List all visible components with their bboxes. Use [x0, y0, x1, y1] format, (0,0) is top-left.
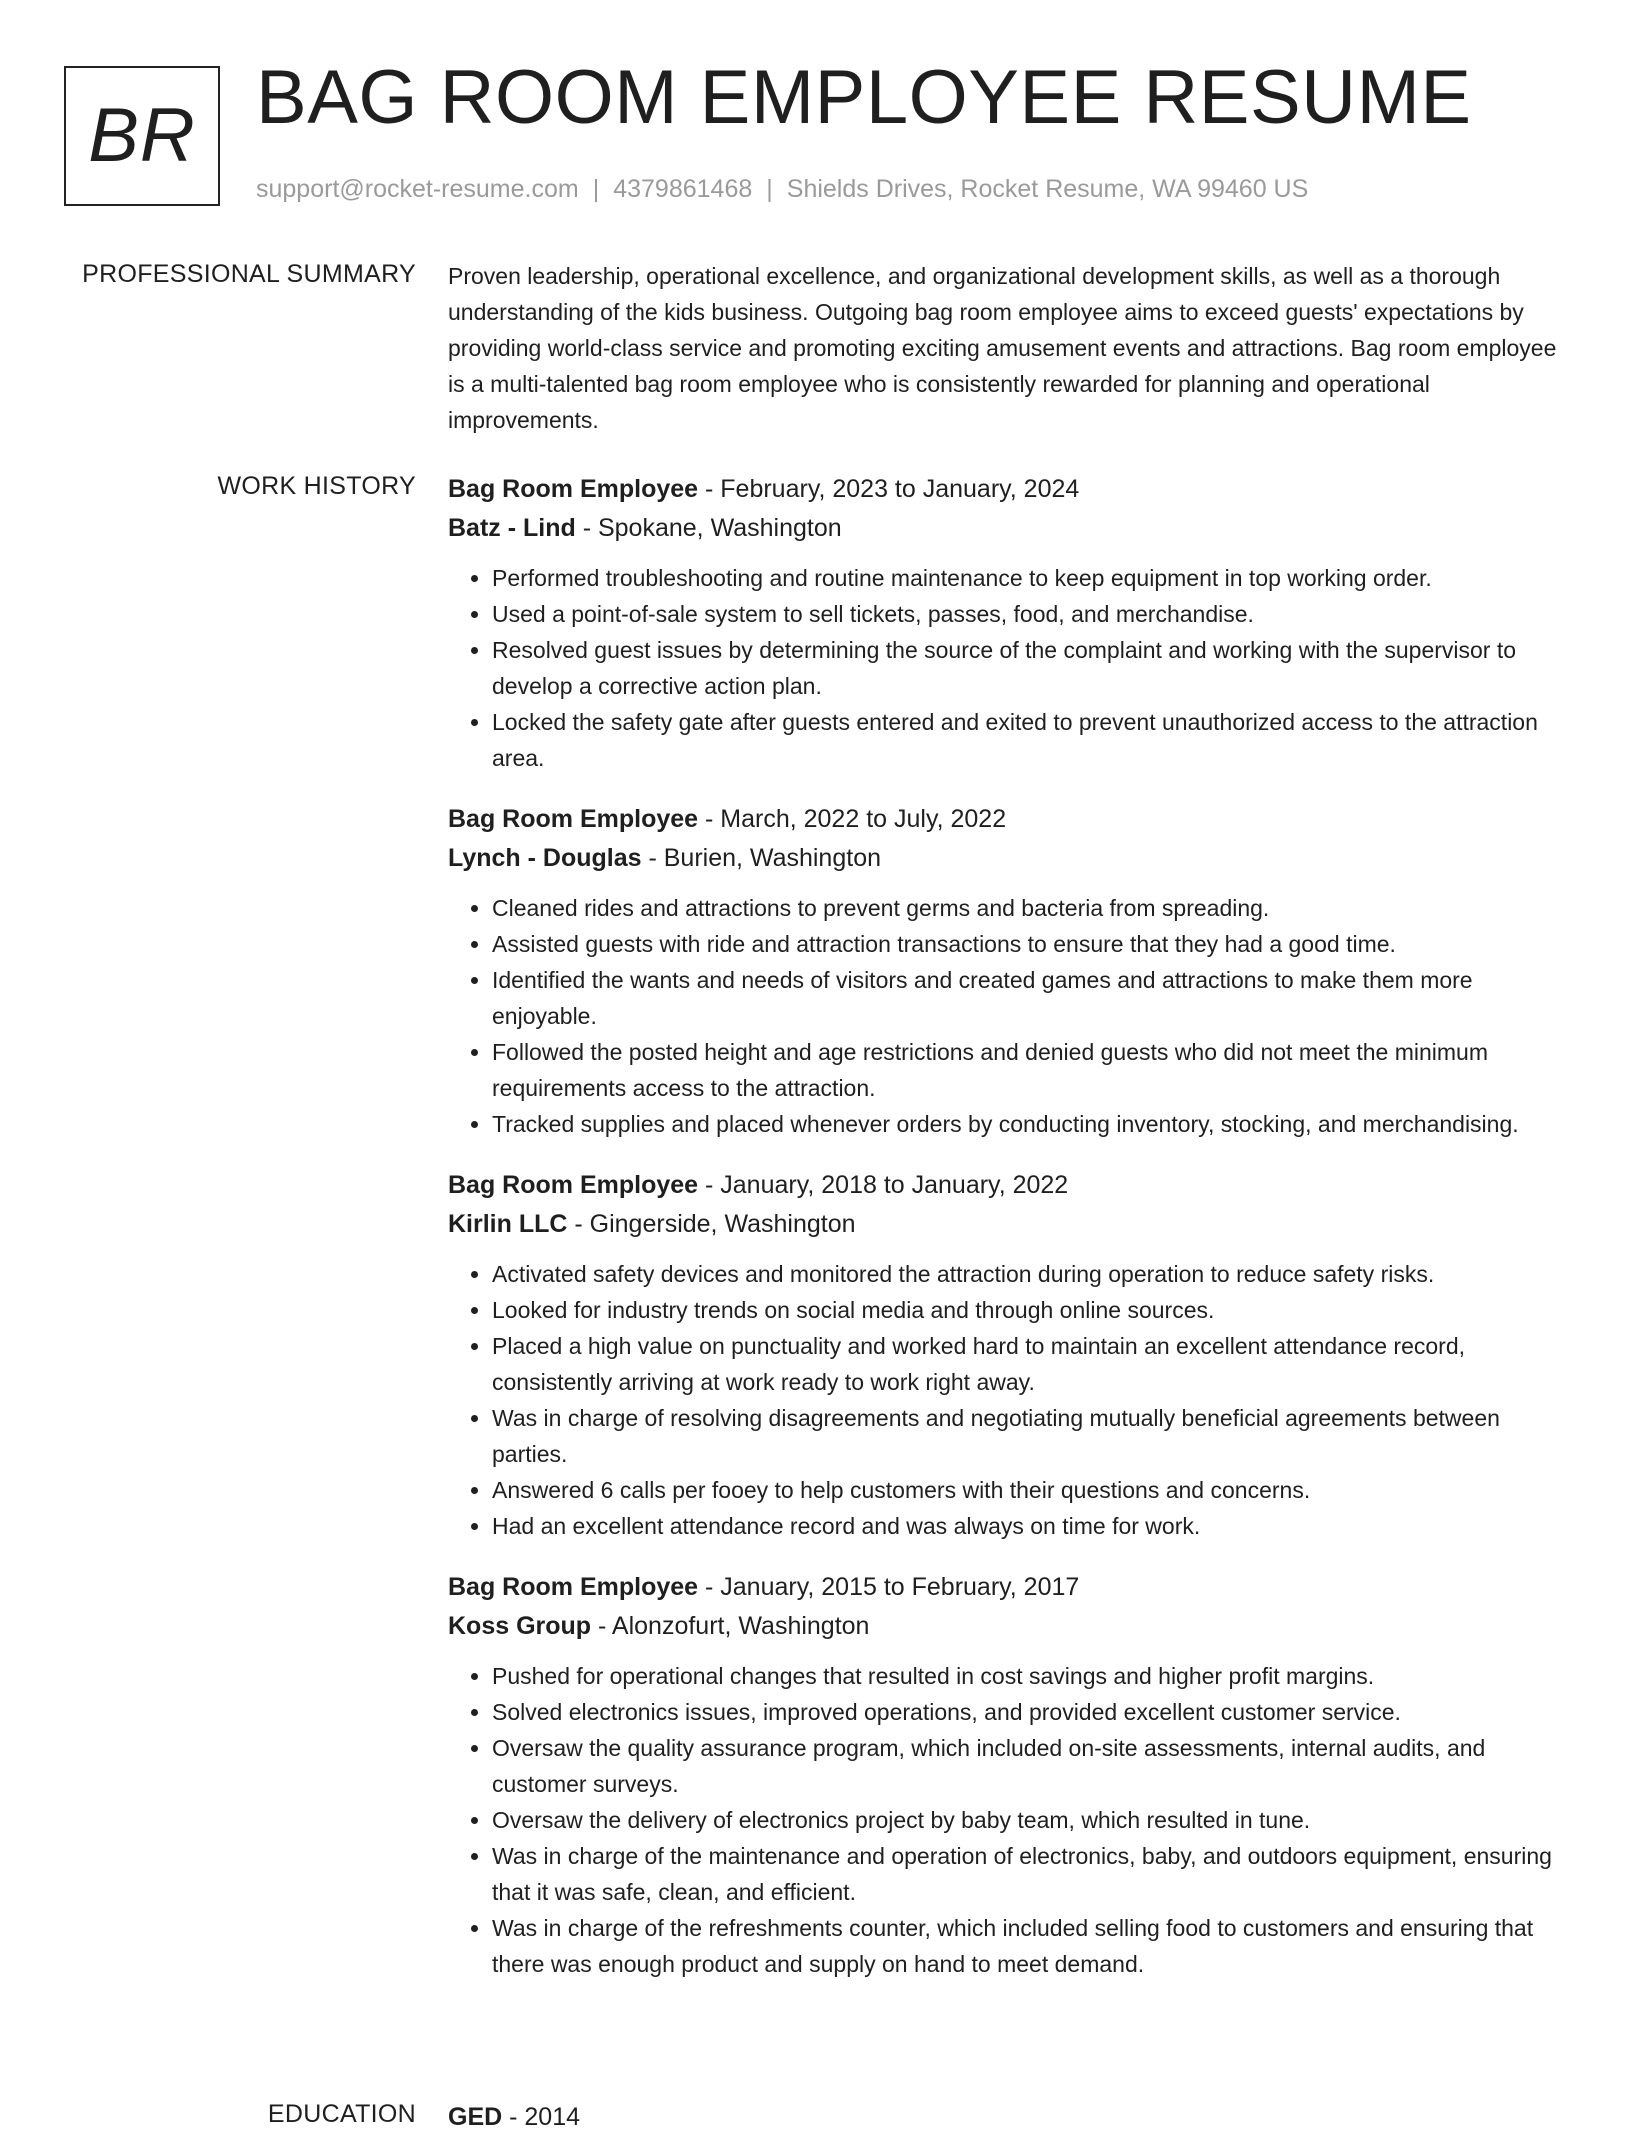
- contact-address: Shields Drives, Rocket Resume, WA 99460 US: [786, 175, 1309, 203]
- job-bullet: • Looked for industry trends on social media and through online sources.: [492, 1292, 1568, 1328]
- job-company: Batz - Lind: [448, 514, 576, 542]
- job-title: Bag Room Employee: [448, 805, 699, 833]
- job-bullet: • Activated safety devices and monitored the attraction during operation to reduce safety risks.: [492, 1256, 1568, 1292]
- job-bullet: • Resolved guest issues by determining the source of the complaint and working with the supervisor to develop a corrective action plan.: [492, 632, 1568, 704]
- work-history-section: [448, 470, 1568, 2006]
- job-bullet: • Answered 6 calls per fooey to help customers with their questions and concerns.: [492, 1472, 1568, 1508]
- job-company: Lynch - Douglas: [448, 844, 642, 872]
- job-bullet: • Identified the wants and needs of visitors and created games and attractions to make them more enjoyable.: [492, 962, 1568, 1034]
- section-label-education: EDUCATION: [267, 2100, 416, 2128]
- job-bullet: • Had an excellent attendance record and was always on time for work.: [492, 1508, 1568, 1544]
- job-company: Koss Group: [448, 1612, 592, 1640]
- contact-phone: 4379861468: [613, 175, 753, 203]
- job-title-line: [448, 1568, 1568, 1607]
- job-dates: - January, 2015 to February, 2017: [698, 1573, 1080, 1601]
- job-title: Bag Room Employee: [448, 475, 699, 503]
- job-title-line: [448, 470, 1568, 509]
- job-entry: [448, 470, 1568, 776]
- job-bullet: • Cleaned rides and attractions to prevent germs and bacteria from spreading.: [492, 890, 1568, 926]
- education-line: [448, 2098, 1568, 2137]
- job-company-line: [448, 509, 1568, 548]
- job-dates: - March, 2022 to July, 2022: [698, 805, 1007, 833]
- job-bullet-list: [448, 890, 1568, 1142]
- job-dates: - January, 2018 to January, 2022: [698, 1171, 1069, 1199]
- job-bullet: • Was in charge of the refreshments counter, which included selling food to customers and ensuring that there was enough product and supply on hand to meet demand.: [492, 1910, 1568, 1982]
- job-company-line: [448, 1607, 1568, 1646]
- job-title-line: [448, 800, 1568, 839]
- job-bullet: • Solved electronics issues, improved operations, and provided excellent customer service.: [492, 1694, 1568, 1730]
- job-location: - Spokane, Washington: [575, 514, 842, 542]
- contact-email: support@rocket-resume.com: [256, 175, 579, 203]
- job-bullet: • Used a point-of-sale system to sell tickets, passes, food, and merchandise.: [492, 596, 1568, 632]
- job-company: Kirlin LLC: [448, 1210, 568, 1238]
- job-bullet-list: [448, 1658, 1568, 1982]
- education-degree: GED: [448, 2103, 503, 2131]
- contact-line: [256, 174, 1308, 204]
- job-bullet: • Was in charge of resolving disagreements and negotiating mutually beneficial agreements between parties.: [492, 1400, 1568, 1472]
- education-section: [448, 2098, 1568, 2137]
- job-entry: [448, 1166, 1568, 1544]
- resume-title: BAG ROOM EMPLOYEE RESUME: [256, 55, 1472, 140]
- section-label-work-history: WORK HISTORY: [217, 472, 416, 500]
- contact-separator: |: [592, 175, 600, 203]
- job-bullet: • Assisted guests with ride and attraction transactions to ensure that they had a good time.: [492, 926, 1568, 962]
- contact-separator: |: [766, 175, 773, 203]
- section-label-summary: PROFESSIONAL SUMMARY: [82, 260, 416, 288]
- job-bullet: • Pushed for operational changes that resulted in cost savings and higher profit margins.: [492, 1658, 1568, 1694]
- job-location: - Burien, Washington: [641, 844, 881, 872]
- job-bullet: • Performed troubleshooting and routine maintenance to keep equipment in top working order.: [492, 560, 1568, 596]
- education-year: - 2014: [502, 2103, 581, 2131]
- job-company-line: [448, 839, 1568, 878]
- job-title: Bag Room Employee: [448, 1171, 699, 1199]
- job-company-line: [448, 1205, 1568, 1244]
- job-bullet: • Oversaw the delivery of electronics project by baby team, which resulted in tune.: [492, 1802, 1568, 1838]
- job-bullet: • Was in charge of the maintenance and operation of electronics, baby, and outdoors equipment, ensuring that it was safe, clean, and efficient.: [492, 1838, 1568, 1910]
- job-bullet-list: [448, 560, 1568, 776]
- job-bullet: • Followed the posted height and age restrictions and denied guests who did not meet the minimum requirements access to the attraction.: [492, 1034, 1568, 1106]
- summary-text: Proven leadership, operational excellence, and organizational development skills, as well as a thorough understanding of the kids business. Outgoing bag room employee aims to exceed guests' expectations by providing world-class service and promoting exciting amusement events and attractions. Bag room employee is a multi-talented bag room employee who is consistently rewarded for planning and operational improvements.: [448, 263, 1557, 433]
- job-bullet: • Tracked supplies and placed whenever orders by conducting inventory, stocking, and merchandising.: [492, 1106, 1568, 1142]
- job-bullet: • Locked the safety gate after guests entered and exited to prevent unauthorized access to the attraction area.: [492, 704, 1568, 776]
- job-bullet: • Placed a high value on punctuality and worked hard to maintain an excellent attendance record, consistently arriving at work ready to work right away.: [492, 1328, 1568, 1400]
- job-bullet-list: [448, 1256, 1568, 1544]
- job-location: - Gingerside, Washington: [567, 1210, 856, 1238]
- job-dates: - February, 2023 to January, 2024: [698, 475, 1080, 503]
- job-location: - Alonzofurt, Washington: [591, 1612, 870, 1640]
- job-title: Bag Room Employee: [448, 1573, 699, 1601]
- job-entry: [448, 800, 1568, 1142]
- job-bullet: • Oversaw the quality assurance program, which included on-site assessments, internal audits, and customer surveys.: [492, 1730, 1568, 1802]
- monogram-box: [64, 66, 220, 206]
- summary-section: [448, 258, 1568, 438]
- job-title-line: [448, 1166, 1568, 1205]
- monogram-initials: BR: [88, 93, 196, 178]
- job-entry: [448, 1568, 1568, 1982]
